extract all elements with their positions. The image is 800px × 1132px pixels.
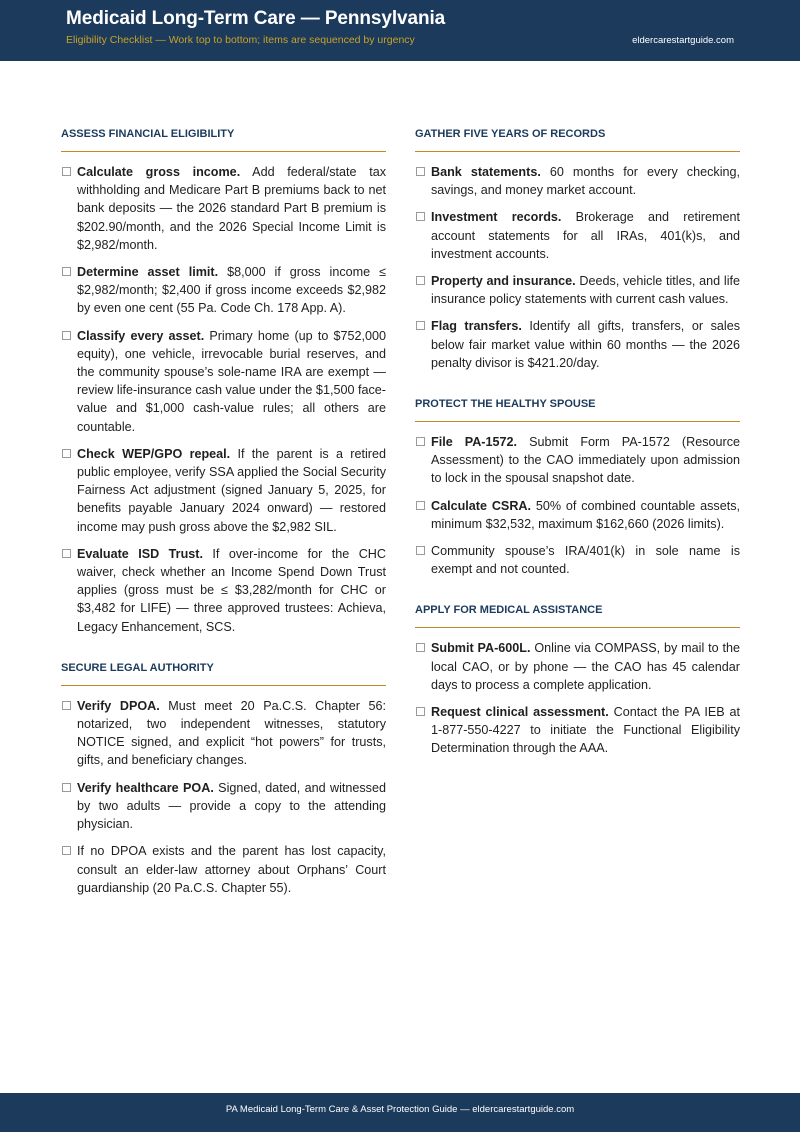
section-protect-spouse bbox=[415, 398, 740, 578]
checklist-item bbox=[61, 842, 386, 897]
item-text: Submit Form PA-1572 (Resource Assessment) to the CAO immediately upon admission to lock in the spousal snapshot date. bbox=[431, 435, 740, 486]
footer-text: PA Medicaid Long-Term Care & Asset Protection Guide — eldercarestartguide.com bbox=[225, 1104, 575, 1115]
section-title: PROTECT THE HEALTHY SPOUSE bbox=[415, 398, 740, 422]
checkbox[interactable] bbox=[62, 701, 71, 710]
item-heading: Calculate CSRA. bbox=[431, 498, 532, 513]
checkbox[interactable] bbox=[416, 212, 425, 221]
item-heading: Investment records. bbox=[431, 210, 562, 225]
section-gather-records bbox=[415, 128, 740, 372]
item-heading: Calculate gross income. bbox=[77, 165, 241, 179]
checkbox[interactable] bbox=[416, 501, 425, 510]
item-text: Must meet 20 Pa.C.S. Chapter 56: notarized, two independent witnesses, statutory NOTICE signed, and explicit “hot powers” for trusts, gifts, and beneficiary changes. bbox=[77, 698, 386, 768]
item-heading: Request clinical assessment. bbox=[431, 705, 609, 720]
checklist-item bbox=[61, 545, 386, 636]
checkbox[interactable] bbox=[416, 707, 425, 716]
checkbox[interactable] bbox=[416, 276, 425, 285]
item-text: Brokerage and retirement account statements for all IRAs, 401(k)s, and investment accounts. bbox=[431, 210, 740, 261]
item-heading: Submit PA-600L. bbox=[431, 641, 531, 656]
checkbox[interactable] bbox=[416, 167, 425, 176]
checklist-item bbox=[415, 317, 740, 372]
item-heading: Check WEP/GPO repeal. bbox=[77, 446, 231, 461]
item-heading: Flag transfers. bbox=[431, 319, 522, 334]
item-text: 60 months for every checking, savings, and money market account. bbox=[431, 165, 740, 198]
checkbox[interactable] bbox=[416, 437, 425, 446]
checkbox[interactable] bbox=[62, 331, 71, 340]
checklist-item bbox=[415, 497, 740, 533]
item-text: Signed, dated, and witnessed by two adults — provide a copy to the attending physician. bbox=[77, 780, 386, 832]
checklist-item bbox=[415, 272, 740, 308]
item-text: If the parent is a retired public employee, verify SSA applied the Social Security Fairness Act adjustment (signed January 5, 2025, for benefits payable January 2024 onward) — restored income may push gross above the $2,982 SIL. bbox=[77, 446, 386, 534]
checkbox[interactable] bbox=[416, 321, 425, 330]
checklist-item bbox=[415, 639, 740, 694]
checklist-item bbox=[415, 208, 740, 263]
section-assess-financial-eligibility bbox=[61, 128, 386, 636]
item-text: 50% of combined countable assets, minimum $32,532, maximum $162,660 (2026 limits). bbox=[431, 498, 740, 531]
checklist-item bbox=[61, 697, 386, 770]
item-text: Contact the PA IEB at 1-877-550-4227 to initiate the Functional Eligibility Determination through the AAA. bbox=[431, 705, 740, 756]
checkbox[interactable] bbox=[62, 783, 71, 792]
checklist-item bbox=[415, 433, 740, 488]
page-title: Medicaid Long-Term Care — Pennsylvania bbox=[66, 8, 446, 29]
checklist-item bbox=[415, 542, 740, 578]
section-title: SECURE LEGAL AUTHORITY bbox=[61, 662, 386, 686]
item-text: Deeds, vehicle titles, and life insurance policy statements with current cash values. bbox=[431, 274, 741, 307]
checkbox[interactable] bbox=[62, 449, 71, 458]
checklist-item bbox=[61, 779, 386, 834]
section-apply-medical-assistance bbox=[415, 604, 740, 757]
checklist-item bbox=[61, 163, 386, 254]
header-site-link[interactable]: eldercarestartguide.com bbox=[632, 35, 734, 46]
checklist-item bbox=[61, 327, 386, 436]
checkbox[interactable] bbox=[62, 846, 71, 855]
checklist-item bbox=[61, 445, 386, 536]
section-title: ASSESS FINANCIAL ELIGIBILITY bbox=[61, 128, 386, 152]
item-heading: Verify healthcare POA. bbox=[77, 780, 214, 795]
checklist-item bbox=[61, 263, 386, 318]
right-column bbox=[415, 128, 740, 784]
item-heading: Evaluate ISD Trust. bbox=[77, 546, 203, 561]
checkbox[interactable] bbox=[62, 549, 71, 558]
item-text: Primary home (up to $752,000 equity), one vehicle, irrevocable burial reserves, and the community spouse’s sole-name IRA are exempt — review life-insurance cash value under the $1,500 face-value and $1,000 cash-value rules; all others are countable. bbox=[77, 328, 386, 434]
item-heading: Determine asset limit. bbox=[77, 265, 219, 280]
item-text: If no DPOA exists and the parent has lost capacity, consult an elder-law attorney about Orphans’ Court guardianship (20 Pa.C.S. Chapter 55). bbox=[77, 844, 386, 895]
page-subtitle: Eligibility Checklist — Work top to bottom; items are sequenced by urgency bbox=[66, 34, 415, 46]
checkbox[interactable] bbox=[416, 546, 425, 555]
item-heading: Verify DPOA. bbox=[77, 698, 160, 713]
item-text: $8,000 if gross income ≤ $2,982/month; $2,400 if gross income exceeds $2,982 by even one cent (55 Pa. Code Ch. 178 App. A). bbox=[77, 265, 387, 316]
item-heading: Bank statements. bbox=[431, 165, 541, 179]
section-title: GATHER FIVE YEARS OF RECORDS bbox=[415, 128, 740, 152]
section-title: APPLY FOR MEDICAL ASSISTANCE bbox=[415, 604, 740, 628]
checklist-item bbox=[415, 163, 740, 199]
page-footer bbox=[0, 1093, 800, 1132]
item-text: Identify all gifts, transfers, or sales below fair market value within 60 months — the 2026 penalty divisor is $421.20/day. bbox=[431, 319, 740, 370]
item-heading: Classify every asset. bbox=[77, 328, 205, 343]
item-text: Add federal/state tax withholding and Medicare Part B premiums back to net bank deposits — the 2026 standard Part B premium is $202.90/month, and the 2026 Special Income Limit is $2,982/month. bbox=[77, 165, 386, 252]
section-secure-legal-authority bbox=[61, 662, 386, 897]
item-heading: File PA-1572. bbox=[431, 435, 518, 450]
item-text: Community spouse’s IRA/401(k) in sole name is exempt and not counted. bbox=[431, 544, 740, 577]
checkbox[interactable] bbox=[416, 643, 425, 652]
page-header bbox=[0, 0, 800, 61]
item-heading: Property and insurance. bbox=[431, 274, 576, 289]
item-text: If over-income for the CHC waiver, check whether an Income Spend Down Trust applies (gross must be ≤ $3,282/month for CHC or $3,482 for LIFE) — three approved trustees: Achieva, Legacy Enhancement, SCS. bbox=[77, 546, 386, 634]
item-text: Online via COMPASS, by mail to the local CAO, or by phone — the CAO has 45 calendar days to process a complete application. bbox=[431, 641, 740, 692]
checklist-item bbox=[415, 703, 740, 758]
checkbox[interactable] bbox=[62, 167, 71, 176]
left-column bbox=[61, 128, 386, 923]
checkbox[interactable] bbox=[62, 267, 71, 276]
